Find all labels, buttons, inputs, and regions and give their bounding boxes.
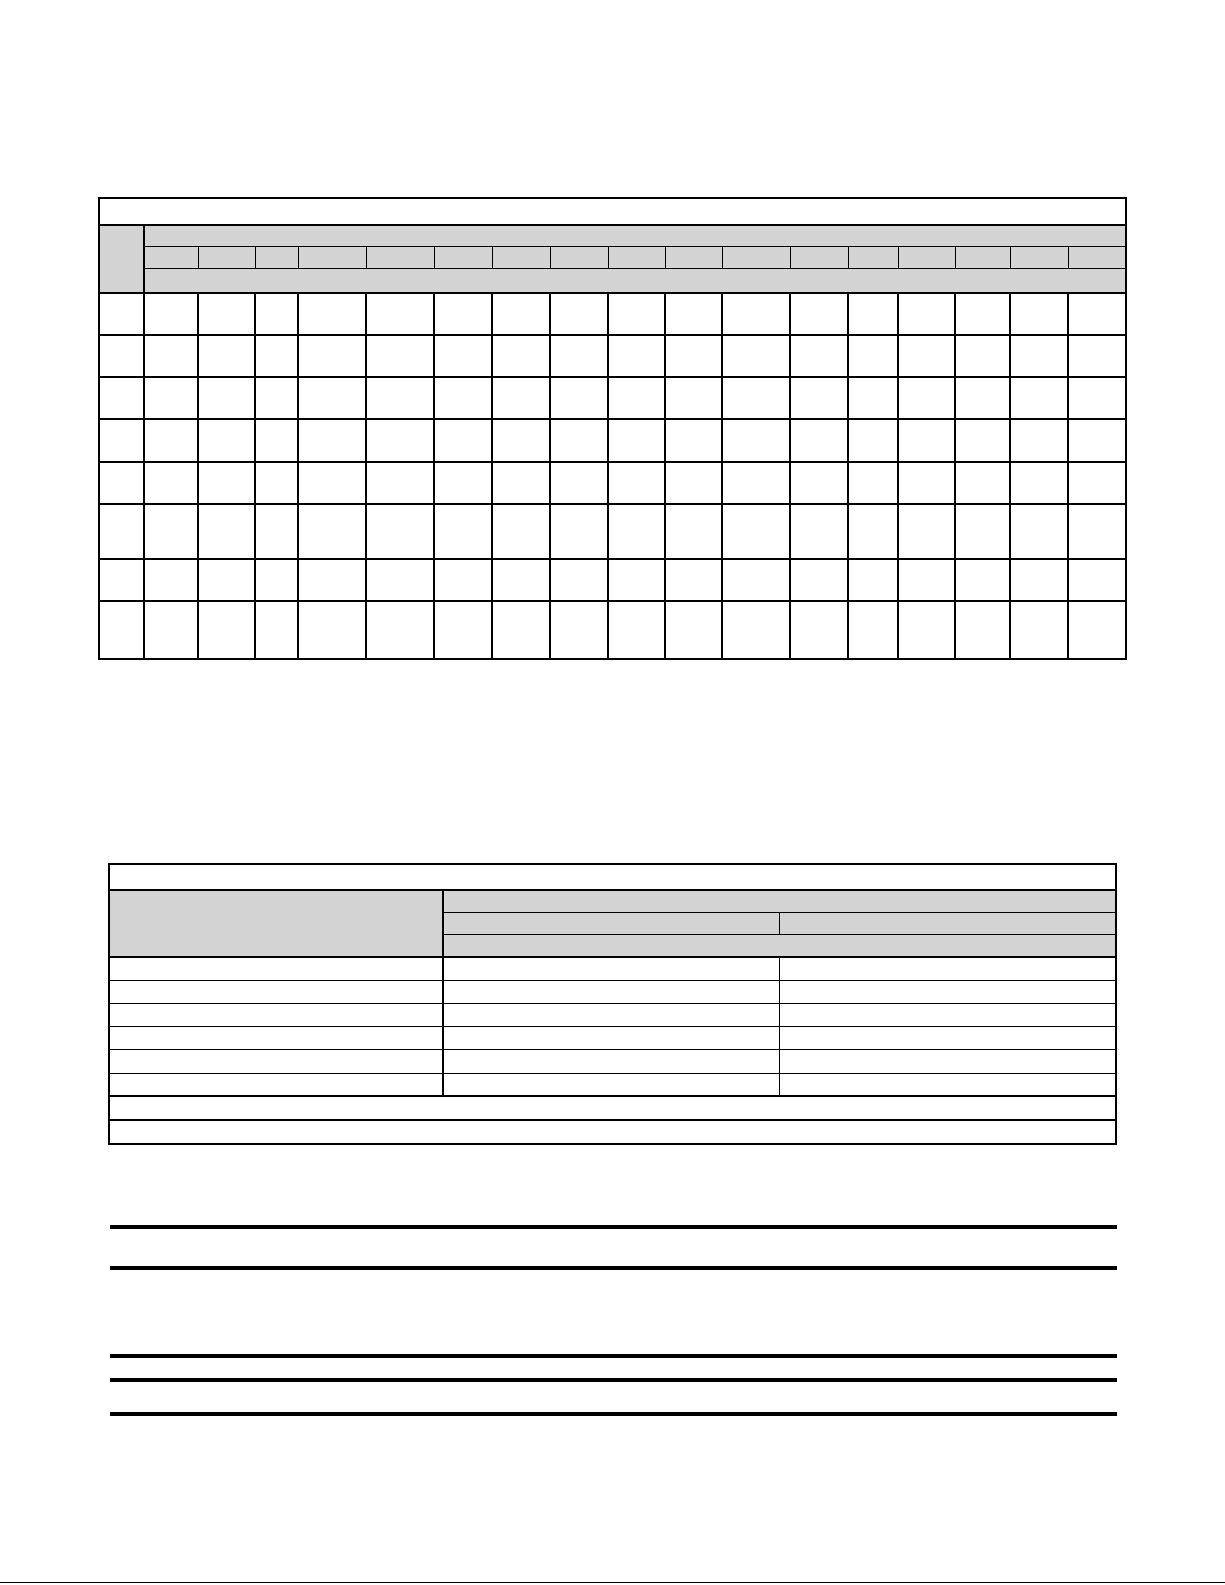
section-caption [110,1230,1117,1266]
page-bottom-border [0,1582,1225,1583]
section-caption-rule [110,1266,1117,1270]
section-footnote [110,1383,1117,1411]
section-body [110,1272,1117,1352]
section-bottom-rule [110,1412,1117,1416]
section-body-rule-1 [110,1354,1117,1358]
section-body-rule-2 [110,1378,1117,1382]
section-top-rule [110,1225,1117,1229]
